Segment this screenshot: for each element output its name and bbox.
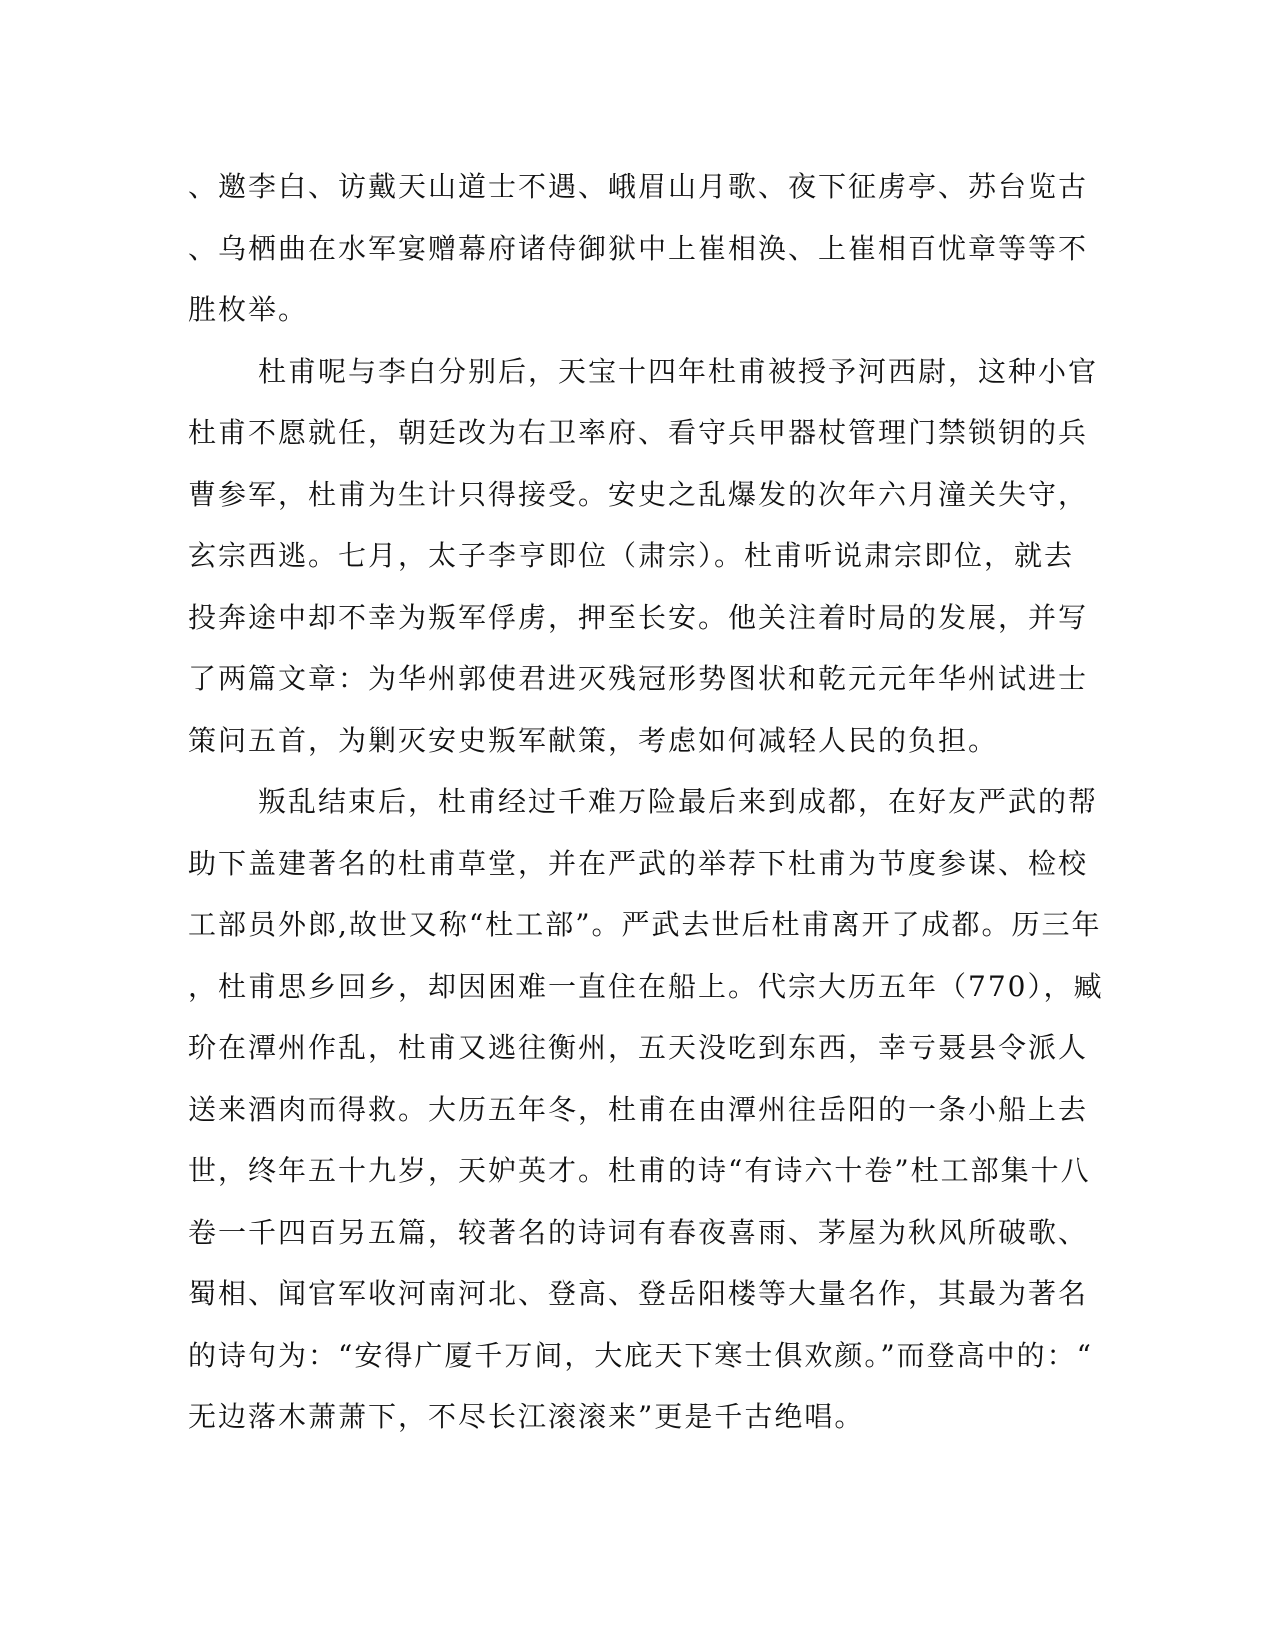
paragraph-1	[188, 156, 1089, 341]
text-line: 策问五首，为剿灭安史叛军献策，考虑如何减轻人民的负担。	[188, 723, 999, 757]
paragraph-2	[188, 341, 1099, 772]
text-line: 玠在潭州作乱，杜甫又逃往衡州，五天没吃到东西，幸亏聂县令派人	[188, 1031, 1089, 1064]
text-line: 工部员外郎,故世又称“杜工部”。严武去世后杜甫离开了成都。历三年	[188, 908, 1102, 941]
text-line: 蜀相、闻官军收河南河北、登高、登岳阳楼等大量名作，其最为著名	[188, 1277, 1089, 1310]
text-line: 杜甫不愿就任，朝廷改为右卫率府、看守兵甲器杖管理门禁锁钥的兵	[188, 416, 1089, 449]
text-line: 了两篇文章：为华州郭使君进灭残冠形势图状和乾元元年华州试进士	[188, 662, 1089, 695]
text-line: 玄宗西逃。七月，太子李亨即位（肃宗）。杜甫听说肃宗即位，就去	[188, 539, 1075, 572]
text-line: 送来酒肉而得救。大历五年冬，杜甫在由潭州往岳阳的一条小船上去	[188, 1092, 1089, 1126]
text-line: 、乌栖曲在水军宴赠幕府诸侍御狱中上崔相涣、上崔相百忧章等等不	[188, 231, 1089, 265]
text-line: 叛乱结束后，杜甫经过千难万险最后来到成都，在好友严武的帮	[258, 785, 1099, 818]
text-line: 的诗句为：“安得广厦千万间，大庇天下寒士俱欢颜。”而登高中的：“	[188, 1338, 1093, 1372]
text-line: 投奔途中却不幸为叛军俘虏，押至长安。他关注着时局的发展，并写	[188, 600, 1089, 634]
text-line: 世，终年五十九岁，天妒英才。杜甫的诗“有诗六十卷”杜工部集十八	[188, 1154, 1091, 1187]
text-line: 卷一千四百另五篇，较著名的诗词有春夜喜雨、茅屋为秋风所破歌、	[188, 1215, 1089, 1249]
text-line: ，杜甫思乡回乡，却因困难一直住在船上。代宗大历五年（770），臧	[188, 969, 1104, 1003]
body-text	[188, 156, 1104, 1448]
text-line: 胜枚举。	[188, 293, 309, 326]
text-line: 助下盖建著名的杜甫草堂，并在严武的举荐下杜甫为节度参谋、检校	[188, 846, 1089, 880]
paragraph-3	[188, 771, 1104, 1448]
text-line: 无边落木萧萧下，不尽长江滚滚来”更是千古绝唱。	[188, 1400, 865, 1433]
text-line: 曹参军，杜甫为生计只得接受。安史之乱爆发的次年六月潼关失守，	[188, 477, 1089, 511]
text-line: 、邀李白、访戴天山道士不遇、峨眉山月歌、夜下征虏亭、苏台览古	[188, 170, 1089, 203]
text-line: 杜甫呢与李白分别后，天宝十四年杜甫被授予河西尉，这种小官	[258, 354, 1099, 388]
